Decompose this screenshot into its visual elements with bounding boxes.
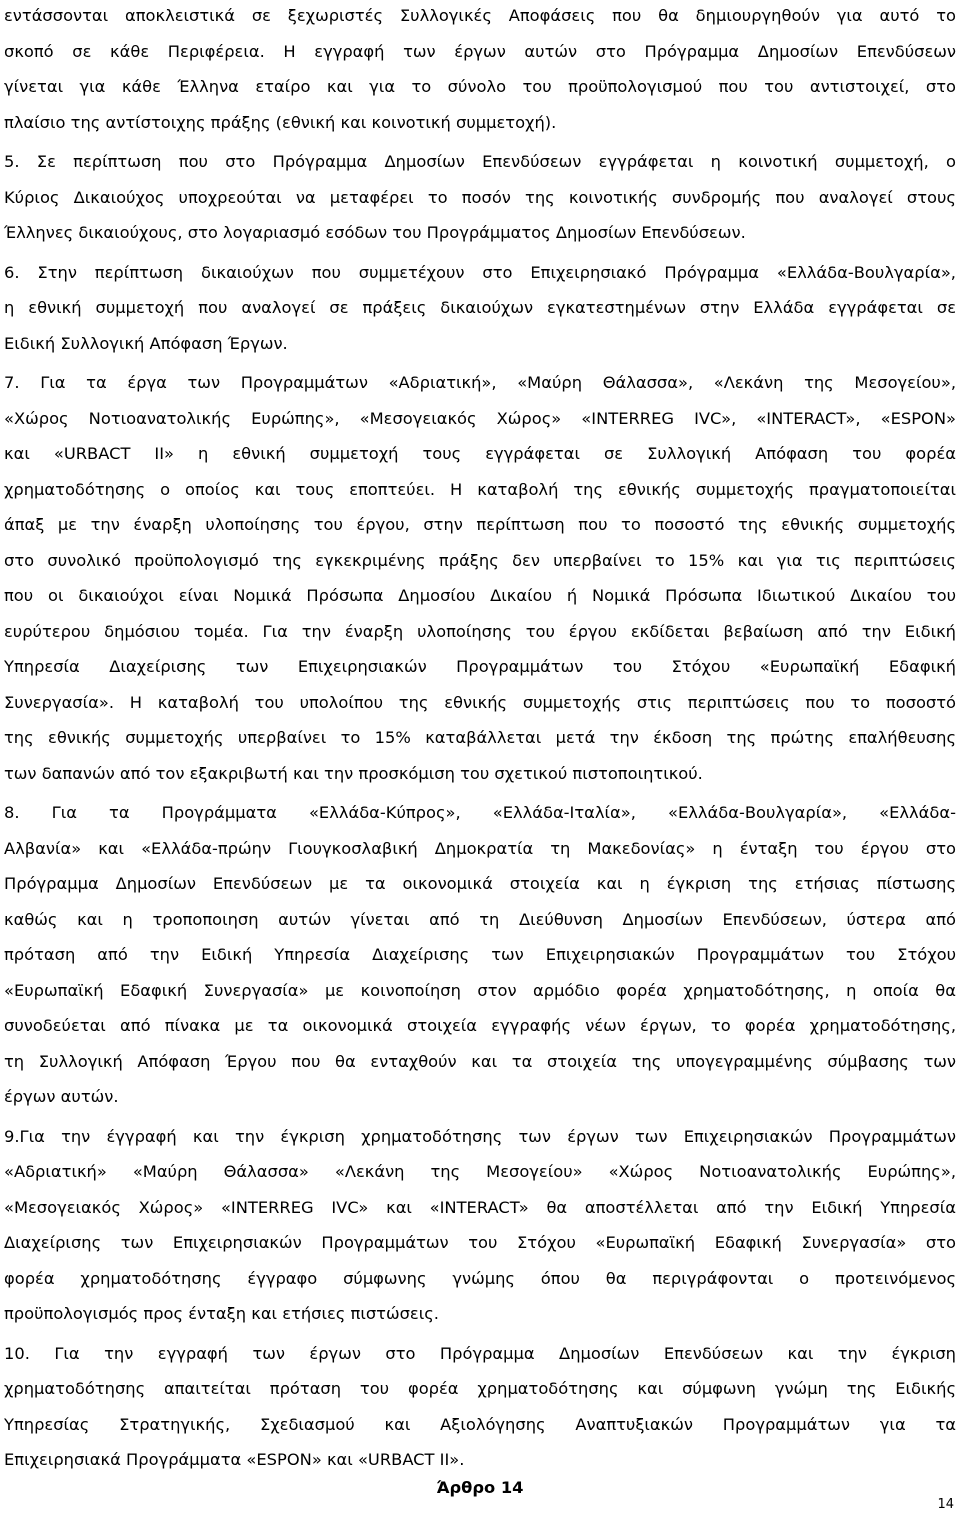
text-line: χρηματοδότησης απαιτείται πρόταση του φορέα χρηματοδότησης και σύμφωνη γνώμη της Ειδικής [4,1379,956,1398]
article-heading: Άρθρο 14 [436,1478,524,1497]
text-line: Ειδική Συλλογική Απόφαση Έργων. [4,333,288,353]
text-line: της εθνικής συμμετοχής υπερβαίνει το 15% καταβάλλεται μετά την έκδοση της πρώτης επαλήθευσης [4,728,956,747]
text-line: και «URBACT II» η εθνική συμμετοχή τους εγγράφεται σε Συλλογική Απόφαση του φορέα [4,444,956,463]
text-line: Διαχείρισης των Επιχειρησιακών Προγραμμάτων του Στόχου «Ευρωπαϊκή Εδαφική Συνεργασία» στο [4,1233,956,1252]
paragraph [4,144,956,251]
text-line: συνοδεύεται από πίνακα με τα οικονομικά στοιχεία εγγραφής νέων έργων, το φορέα χρηματοδότησης, [4,1016,956,1035]
text-line: Επιχειρησιακά Προγράμματα «ESPON» και «URBACT II». [4,1450,465,1469]
text-line: προϋπολογισμός προς ένταξη και ετήσιες πιστώσεις. [4,1304,439,1323]
text-line: η εθνική συμμετοχή που αναλογεί σε πράξεις δικαιούχων εγκατεστημένων στην Ελλάδα εγγράφεται σε [4,298,956,317]
text-line: χρηματοδότησης ο οποίος και τους εποπτεύει. Η καταβολή της εθνικής συμμετοχής πραγματοποιείται [4,479,956,499]
text-line: Πρόγραμμα Δημοσίων Επενδύσεων με τα οικονομικά στοιχεία και η έγκριση της ετήσιας πίστωσης [4,874,956,893]
text-line: 5. Σε περίπτωση που στο Πρόγραμμα Δημοσίων Επενδύσεων εγγράφεται η κοινοτική συμμετοχή, ο [4,152,956,171]
text-line: των δαπανών από τον εξακριβωτή και την προσκόμιση του σχετικού πιστοποιητικού. [4,763,703,783]
text-line: Αλβανία» και «Ελλάδα-πρώην Γιουγκοσλαβική Δημοκρατία τη Μακεδονίας» η ένταξη του έργου στο [4,838,956,858]
text-line: εντάσσονται αποκλειστικά σε ξεχωριστές Συλλογικές Αποφάσεις που θα δημιουργηθούν για αυτό το [4,6,956,25]
text-line: που οι δικαιούχοι είναι Νομικά Πρόσωπα Δημοσίου Δικαίου ή Νομικά Πρόσωπα Ιδιωτικού Δικαίου του [4,586,956,605]
text-line: 9.Για την έγγραφή και την έγκριση χρηματοδότησης των έργων των Επιχειρησιακών Προγραμμάτων [4,1126,956,1146]
paragraph [4,1336,956,1478]
text-line: Υπηρεσία Διαχείρισης των Επιχειρησιακών Προγραμμάτων του Στόχου «Ευρωπαϊκή Εδαφική [4,657,956,676]
text-line: Υπηρεσίας Στρατηγικής, Σχεδιασμού και Αξιολόγησης Αναπτυξιακών Προγραμμάτων για τα [4,1414,956,1434]
text-line: Συνεργασία». Η καταβολή του υπολοίπου της εθνικής συμμετοχής στις περιπτώσεις που το ποσοστό [4,692,956,712]
text-line: 8. Για τα Προγράμματα «Ελλάδα-Κύπρος», «Ελλάδα-Ιταλία», «Ελλάδα-Βουλγαρία», «Ελλάδα- [4,803,956,822]
text-line: γίνεται για κάθε Έλληνα εταίρο και για το σύνολο του προϋπολογισμού που του αντιστοιχεί, στο [4,77,956,96]
text-line: στο συνολικό προϋπολογισμό της εγκεκριμένης πράξης δεν υπερβαίνει το 15% και για τις περιπτώσεις [4,550,956,570]
text-line: «Χώρος Νοτιοανατολικής Ευρώπης», «Μεσογειακός Χώρος» «INTERREG IVC», «INTERACT», «ESPON» [4,408,956,428]
paragraph [4,795,956,1115]
page-number: 14 [937,1497,954,1512]
text-line: «Ευρωπαϊκή Εδαφική Συνεργασία» με κοινοποίηση στον αρμόδιο φορέα χρηματοδότησης, η οποία θα [4,980,956,1000]
text-line: 7. Για τα έργα των Προγραμμάτων «Αδριατική», «Μαύρη Θάλασσα», «Λεκάνη της Μεσογείου», [4,373,956,392]
text-line: 10. Για την εγγραφή των έργων στο Πρόγραμμα Δημοσίων Επενδύσεων και την έγκριση [4,1343,956,1363]
document-body [4,0,956,1478]
paragraph [4,0,956,140]
text-line: πλαίσιο της αντίστοιχης πράξης (εθνική και κοινοτική συμμετοχή). [4,112,557,132]
text-line: σκοπό σε κάθε Περιφέρεια. Η εγγραφή των έργων αυτών στο Πρόγραμμα Δημοσίων Επενδύσεων [4,41,956,61]
text-line: καθώς και η τροποποιηση αυτών γίνεται από τη Διεύθυνση Δημοσίων Επενδύσεων, ύστερα από [4,909,956,929]
text-line: πρόταση από την Ειδική Υπηρεσία Διαχείρισης των Επιχειρησιακών Προγραμμάτων του Στόχου [4,945,956,964]
paragraph [4,1119,956,1332]
text-line: 6. Στην περίπτωση δικαιούχων που συμμετέχουν στο Επιχειρησιακό Πρόγραμμα «Ελλάδα-Βουλγαρία», [4,262,956,282]
paragraph [4,255,956,362]
text-line: «Μεσογειακός Χώρος» «INTERREG IVC» και «INTERACT» θα αποστέλλεται από την Ειδική Υπηρεσία [4,1197,956,1217]
text-line: Κύριος Δικαιούχος υποχρεούται να μεταφέρει το ποσόν της κοινοτικής συνδρομής που αναλογεί στους [4,187,956,207]
text-line: Έλληνες δικαιούχους, στο λογαριασμό εσόδων του Προγράμματος Δημοσίων Επενδύσεων. [4,223,746,242]
paragraph [4,365,956,791]
text-line: άπαξ με την έναρξη υλοποίησης του έργου, στην περίπτωση που το ποσοστό της εθνικής συμμετοχής [4,515,956,534]
text-line: έργων αυτών. [4,1087,119,1106]
text-line: ευρύτερου δημόσιου τομέα. Για την έναρξη υλοποίησης του έργου εκδίδεται βεβαίωση από την Ειδική [4,621,956,641]
text-line: φορέα χρηματοδότησης έγγραφο σύμφωνης γνώμης όπου θα περιγράφονται ο προτεινόμενος [4,1268,956,1288]
text-line: «Αδριατική» «Μαύρη Θάλασσα» «Λεκάνη της Μεσογείου» «Χώρος Νοτιοανατολικής Ευρώπης», [4,1162,956,1181]
text-line: τη Συλλογική Απόφαση Έργου που θα ενταχθούν και τα στοιχεία της υπογεγραμμένης σύμβασης των [4,1051,956,1071]
